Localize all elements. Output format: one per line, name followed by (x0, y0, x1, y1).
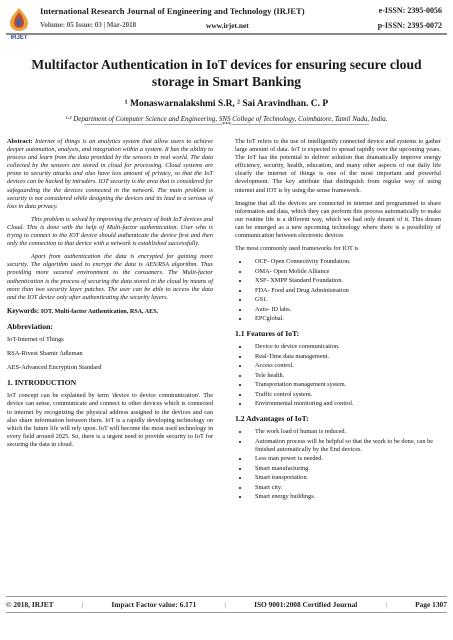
abstract-p2: This problem is solved by improving the privacy of both IoT devices and Cloud. This is done with the help of Multi-factor authentication. User who is trying to connect to the IOT device should authenticate the device first and then only the connection to that device with a network is established successfully. (7, 215, 213, 248)
footer-divider: | (224, 600, 226, 609)
keywords (7, 308, 213, 316)
intro-p1: IoT concept can be explained by term 'device to device communication'. The device can sense, communicate and connect to other devices which is connected to internet by recognizing the physical address assigned to the devices and can also share information between them. IoT is a rapidly developing technology on which the future life will rely upon. IoT will become the most used technology in every field around 2025. So, there is a urgent need to provide security to IoT for securing the data in cloud. (7, 392, 213, 448)
right-column (235, 138, 441, 508)
pissn: p-ISSN: 2395-0072 (377, 21, 442, 30)
eissn: e-ISSN: 2395-0056 (378, 6, 442, 15)
footer-iso: ISO 9001:2008 Certified Journal (254, 600, 358, 609)
list-item: • Environmental monitoring and control. (249, 400, 441, 408)
footer-divider: | (81, 600, 84, 609)
list-item: • Real-Time data management. (249, 353, 441, 361)
logo-text: IRJET (10, 35, 28, 41)
separator: ---------------------------------------------------------------------***--------------------------------------------------------------------- (84, 122, 369, 128)
abstract-text-1: Internet of things is an analytics system that allow users to achieve deeper automation, analysis, and integration within a system. It has the ability to process and learn from the data provided by the sensors in real world. The data collected by the sensors are stored in cloud for processing. Cloud systems are prone to security attacks and also have less amount of privacy, so that the IoT devices can be hacked by intruders. IOT security is the area that is considered for safeguarding the the devices connected in the network. The main problem is security is not considered while designing the devices and its lead to a serious of loss in data privacy. (7, 138, 213, 210)
advantages-list (235, 428, 441, 501)
list-item: • Smart manufacturing. (249, 465, 441, 473)
list-item: • Smart transportation. (249, 474, 441, 482)
features-heading: 1.1 Features of IoT: (235, 329, 300, 339)
footer-rule (6, 596, 447, 597)
volume-issue: Volume: 05 Issue: 03 | Mar-2018 (40, 21, 137, 29)
list-item: • EPCglobal. (249, 315, 441, 323)
paper-title: Multifactor Authentication in IoT devices for ensuring secure cloud storage in Smart Banking (31, 57, 422, 89)
list-item: • Tele health. (249, 372, 441, 380)
list-item: • GS1. (249, 296, 441, 304)
affiliation: ¹·² Department of Computer Science and Engineering, SNS College of Technology, Coimbatore, Tamil Nadu, India. (65, 115, 388, 123)
list-item: • Traffic control system. (249, 391, 441, 399)
abbreviation-heading: Abbreviation: (7, 321, 53, 331)
intro-heading: 1. INTRODUCTION (7, 378, 77, 388)
list-item: • Smart energy buildings. (249, 493, 441, 501)
footer-impact: Impact Factor value: 6.171 (111, 600, 197, 609)
authors: ¹ Monaswarnalakshmi S.R, ² Sai Aravindhan. C. P (124, 99, 329, 109)
right-p3: The most commonly used frameworks for IOT is (235, 245, 359, 253)
list-item: • XSF- XMPP Standard Foundation. (249, 277, 441, 285)
abstract-label: Abstract: (7, 138, 33, 145)
footer-rule-bottom (6, 612, 447, 613)
abbreviation-item: RSA-Rivest Shamir Adleman (7, 350, 83, 358)
abbreviation-item: AES-Advanced Encryption Standard (7, 364, 102, 372)
list-item: • FDA- Food and Drug Administration (249, 287, 441, 295)
list-item: • Auto- ID labs. (249, 306, 441, 314)
left-column (7, 138, 213, 454)
list-item: • Transportation management system. (249, 381, 441, 389)
header-rule (6, 33, 447, 35)
footer-page: Page 1307 (415, 600, 447, 609)
list-item: • Automation process will be helpful so that the work to be done, can be finished automatically by the End devices. (249, 438, 441, 454)
abstract-p1 (7, 138, 213, 211)
list-item: • Device to device communication. (249, 343, 441, 351)
keywords-text: IOT, Multi-factor Authentication, RSA, AES. (40, 308, 159, 315)
advantages-heading: 1.2 Advantages of IoT: (235, 414, 309, 424)
list-item: • Less man power is needed. (249, 455, 441, 463)
footer (6, 600, 447, 609)
abbreviation-list (7, 336, 213, 372)
website-link[interactable]: www.irjet.net (206, 21, 249, 30)
list-item: • Smart city. (249, 484, 441, 492)
abstract-p3: Apart from authentication the data is encrypted for gaining more security. The algorithm used to encrypt the data is AES/RSA algorithm. Thus providing more secured environment to the consumers. The Multi-factor authentication is the process of securing the data stored in the cloud by means of more than two security layer patches. The user can be able to access the data and the IOT device only after authenticating the security layers. (7, 253, 213, 301)
keywords-label: Keywords: (7, 307, 40, 315)
list-item: • OCF- Open Connectivity Foundation. (249, 258, 441, 266)
abbreviation-item: IoT-Internet of Things (7, 335, 64, 343)
footer-divider: | (385, 600, 388, 609)
list-item: • The work load of human is reduced. (249, 428, 441, 436)
right-p1: The IoT refers to the use of intelligently connected device and systems to gather large amount of data. IoT is expected to spread rapidly over the upcoming years. The IoT has the potential to deliver solution that dramatically improve energy efficiency, security, health, education, and many other aspects of our daily life clearly the internet of things is one of the most important and powerful development. The key attribute that distinguish from regular way of using internet and IOT is by using the sense framework. (235, 138, 441, 194)
right-p2: Imagine that all the devices are connected in internet and programmed to share information and data, which they can perform this process automatically to make our routine life is a different way, which we had only dreamt of it. This dream can be emerged as a new upcoming technology where there is a possibility of communication between electronic devices (235, 199, 441, 240)
footer-copyright: © 2018, IRJET (6, 600, 54, 609)
frameworks-list (235, 258, 441, 323)
list-item: • Access control. (249, 362, 441, 370)
journal-name: International Research Journal of Engineering and Technology (IRJET) (40, 6, 305, 16)
features-list (235, 343, 441, 408)
list-item: • OMA- Open Mobile Alliance (249, 268, 441, 276)
irjet-logo (6, 6, 32, 44)
